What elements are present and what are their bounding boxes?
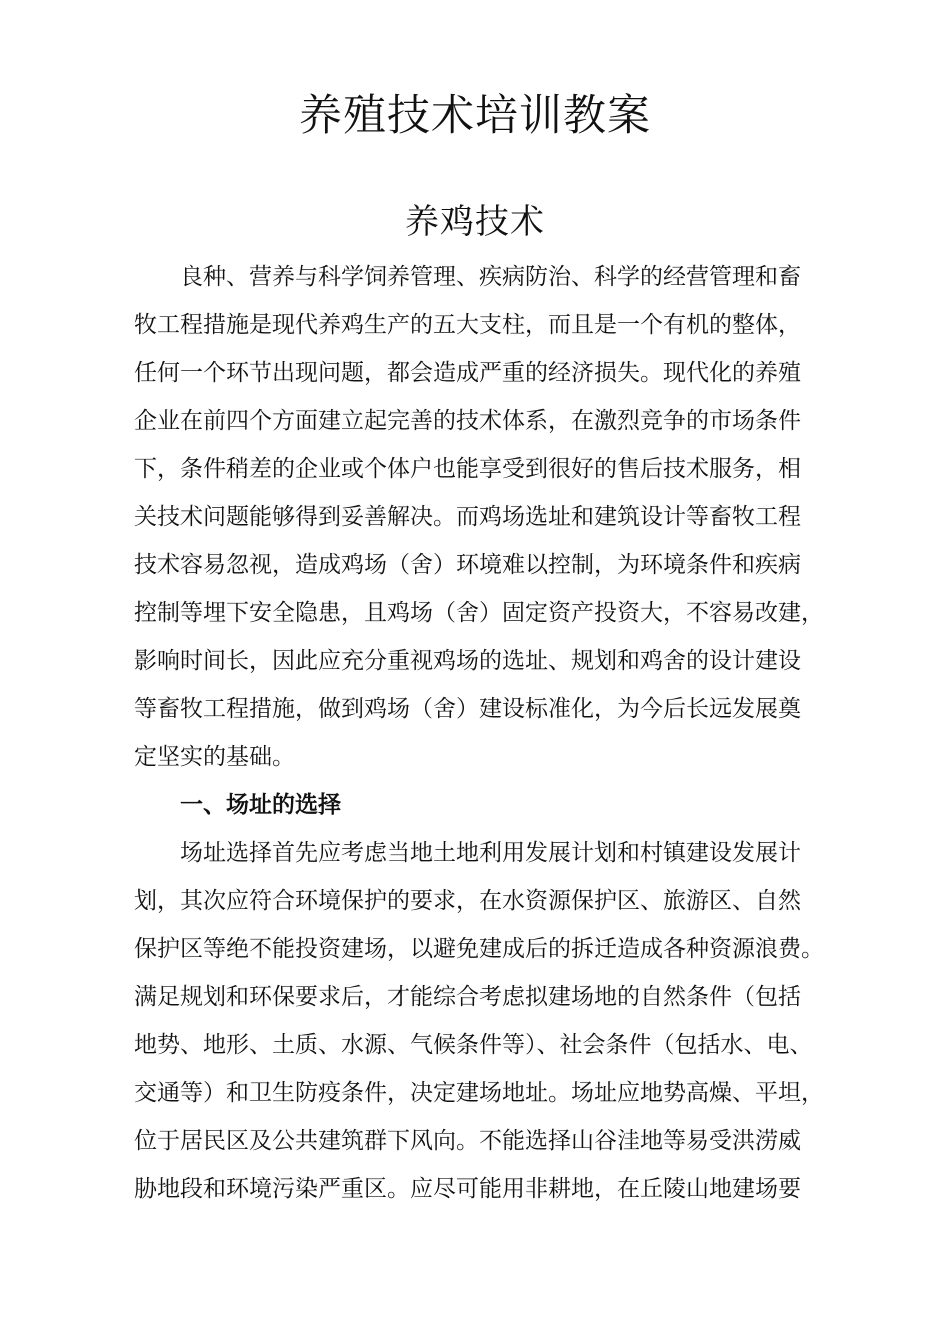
- section-heading-block: [134, 781, 824, 829]
- paragraph-line: 地势、地形、土质、水源、气候条件等）、社会条件（包括水、电、: [134, 1032, 813, 1058]
- paragraph-line: 技术容易忽视，造成鸡场（舍）环境难以控制，为环境条件和疾病: [134, 552, 801, 578]
- paragraph-line: 保护区等绝不能投资建场，以避免建成后的拆迁造成各种资源浪费。: [134, 936, 824, 962]
- paragraph-line: 等畜牧工程措施，做到鸡场（舍）建设标准化，为今后长远发展奠: [134, 696, 801, 722]
- section-subtitle: 养鸡技术: [405, 202, 545, 242]
- page-title: 养殖技术培训教案: [299, 91, 651, 141]
- paragraph-line: 关技术问题能够得到妥善解决。而鸡场选址和建筑设计等畜牧工程: [134, 504, 801, 530]
- section-heading: 一、场址的选择: [180, 792, 341, 818]
- paragraph-line: 任何一个环节出现问题，都会造成严重的经济损失。现代化的养殖: [134, 360, 801, 386]
- paragraph-line: 满足规划和环保要求后，才能综合考虑拟建场地的自然条件（包括: [134, 984, 801, 1010]
- paragraph-line: 牧工程措施是现代养鸡生产的五大支柱，而且是一个有机的整体，: [134, 312, 801, 338]
- paragraph-line: 交通等）和卫生防疫条件，决定建场地址。场址应地势高燥、平坦，: [134, 1080, 824, 1106]
- paragraph-line: 影响时间长，因此应充分重视鸡场的选址、规划和鸡舍的设计建设: [134, 648, 801, 674]
- paragraph-line: 企业在前四个方面建立起完善的技术体系，在激烈竞争的市场条件: [134, 408, 801, 434]
- paragraph-line: 良种、营养与科学饲养管理、疾病防治、科学的经营管理和畜: [180, 264, 801, 290]
- paragraph-line: 位于居民区及公共建筑群下风向。不能选择山谷洼地等易受洪涝威: [134, 1128, 801, 1154]
- paragraph-line: 控制等埋下安全隐患，且鸡场（舍）固定资产投资大，不容易改建，: [134, 600, 824, 626]
- paragraph-line: 胁地段和环境污染严重区。应尽可能用非耕地，在丘陵山地建场要: [134, 1176, 801, 1202]
- paragraph-line: 定坚实的基础。: [134, 744, 295, 770]
- paragraph-line: 场址选择首先应考虑当地土地利用发展计划和村镇建设发展计: [180, 840, 801, 866]
- paragraph-intro: [134, 253, 824, 781]
- paragraph-line: 划，其次应符合环境保护的要求，在水资源保护区、旅游区、自然: [134, 888, 801, 914]
- paragraph-site-selection: [134, 829, 824, 1213]
- paragraph-line: 下，条件稍差的企业或个体户也能享受到很好的售后技术服务，相: [134, 456, 801, 482]
